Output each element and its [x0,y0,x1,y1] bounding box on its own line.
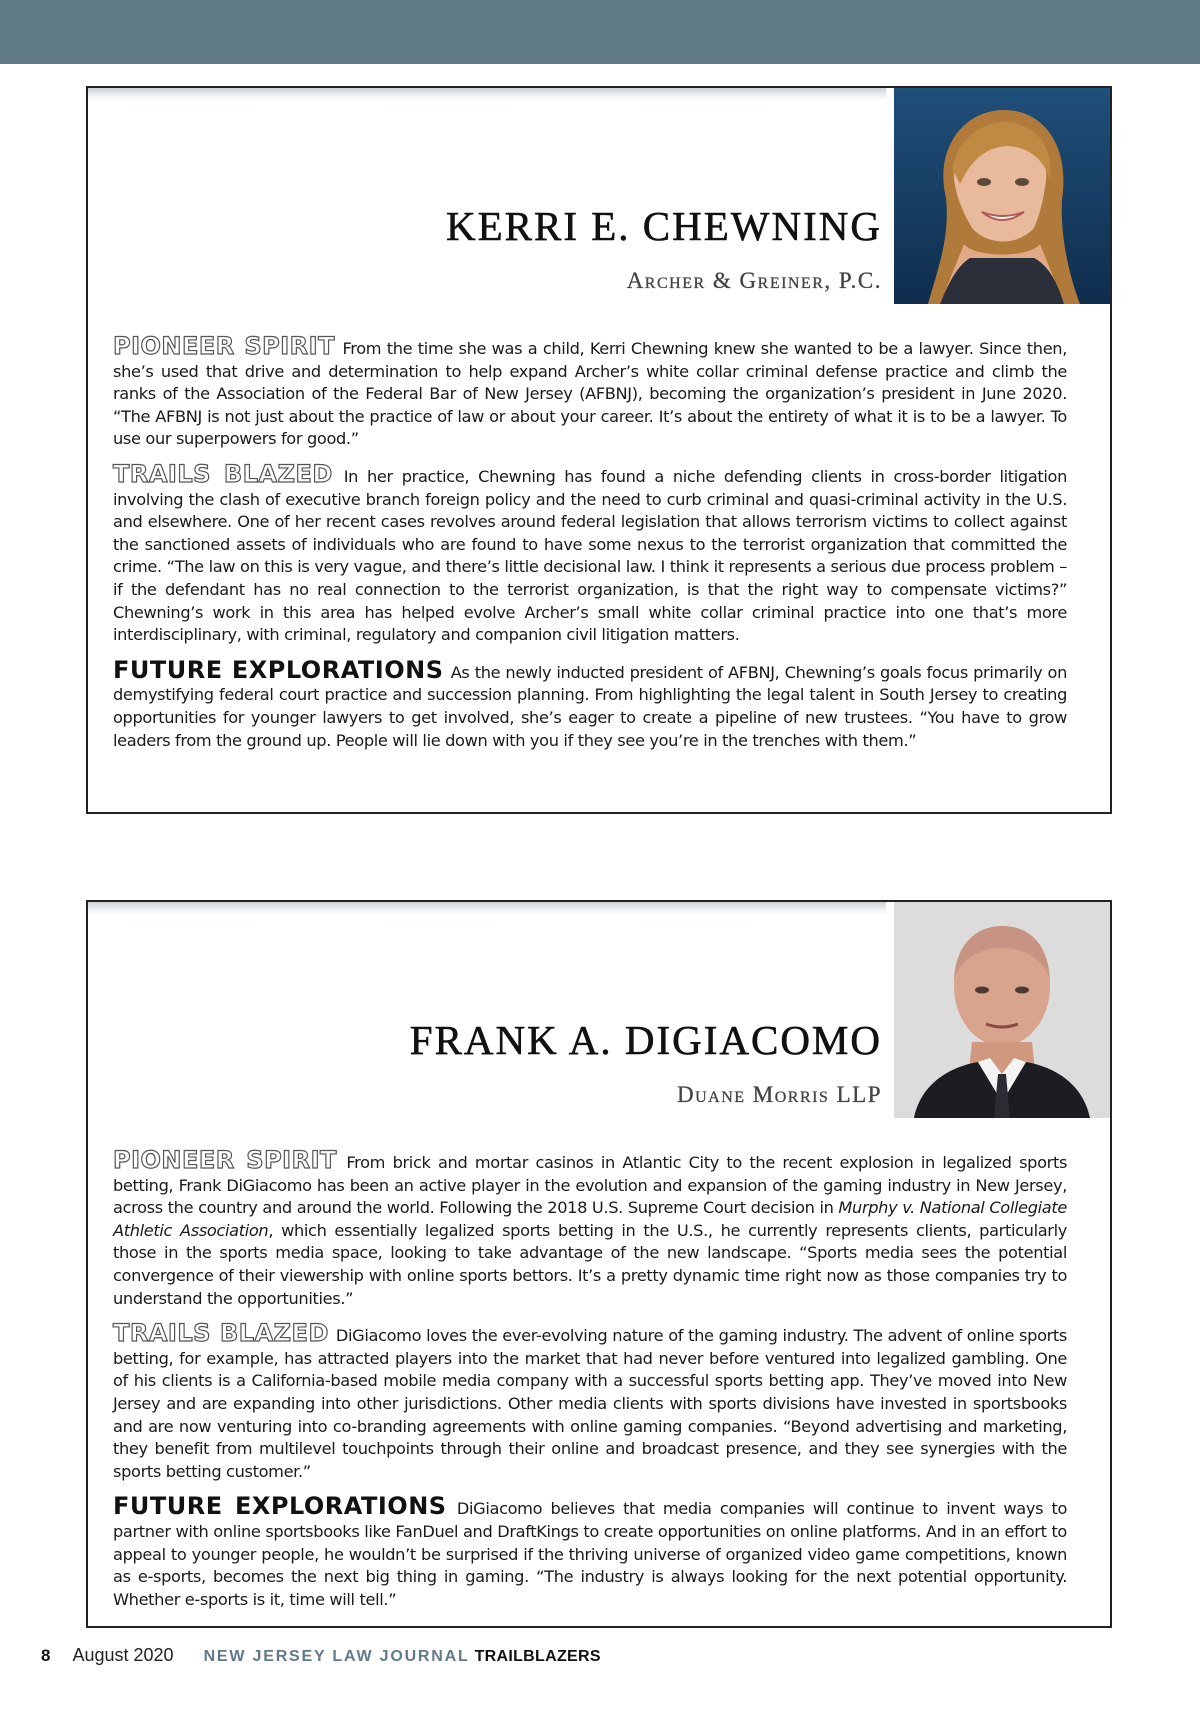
profile-body [113,1146,1068,1624]
trails-blazed-heading: TRAILS BLAZED [113,459,333,488]
header-gradient-bar [88,88,886,101]
profile-name: FRANK A. DIGIACOMO [409,1017,882,1063]
publication-name: NEW JERSEY LAW JOURNAL [203,1648,470,1665]
profile-name: KERRI E. CHEWNING [446,203,882,249]
issue-date: August 2020 [72,1645,174,1665]
pioneer-spirit-paragraph [113,332,1068,451]
profile-body [113,332,1068,765]
trails-blazed-paragraph [113,1319,1068,1483]
future-explorations-heading: FUTURE EXPLORATIONS [113,655,444,684]
pioneer-spirit-text: From the time she was a child, Kerri Chewning knew she wanted to be a lawyer. Since then, she’s used that drive and determination to help expand Archer’s white collar criminal defense practice and climb the ranks of the Association of the Federal Bar of New Jersey (AFBNJ), becoming the organization’s president in June 2020. “The AFBNJ is not just about the practice of law or about your career. It’s about the entirety of what it is to be a lawyer. To use our superpowers for good.” [113,339,1068,449]
pioneer-spirit-text-part-b: , which essentially legalized sports betting in the U.S., he currently represents clients, particularly those in the sports media space, looking to take advantage of the new landscape. “Sports media sees the potential convergence of their viewership with online sports bettors. It’s a pretty dynamic time right now as those companies try to understand the opportunities.” [113,1220,1067,1308]
future-explorations-paragraph [113,655,1067,752]
profile-card-kerri-chewning [86,86,1112,814]
future-explorations-text: As the newly inducted president of AFBNJ, Chewning’s goals focus primarily on demystifying federal court practice and succession planning. From highlighting the legal talent in South Jersey to creating opportunities for younger lawyers to get involved, she’s eager to create a pipeline of new trustees. “You have to grow leaders from the ground up. People will lie down with you if they see you’re in the trenches with them.” [113,662,1067,750]
future-explorations-heading: FUTURE EXPLORATIONS [113,1492,447,1521]
section-name: TRAILBLAZERS [474,1648,601,1665]
future-explorations-text: DiGiacomo believes that media companies will continue to invent ways to partner with online sportsbooks like FanDuel and DraftKings to create opportunities on online platforms. And in an effort to appeal to younger people, he wouldn’t be surprised if the thriving universe of organized video game competitions, known as e-sports, becomes the next big thing in gaming. “The industry is always looking for the next potential opportunity. Whether e-sports is it, time will tell.” [113,1499,1067,1609]
profile-firm: Archer & Greiner, P.C. [626,268,882,293]
pioneer-spirit-paragraph [113,1146,1068,1310]
top-color-bar [0,0,1200,64]
header-gradient-bar [88,902,886,915]
pioneer-spirit-heading: PIONEER SPIRIT [113,1146,337,1174]
case-name: Murphy v. National Collegiate Athletic Association [113,1198,1067,1240]
pioneer-spirit-heading: PIONEER SPIRIT [113,332,335,360]
profile-card-frank-digiacomo [86,900,1112,1628]
headshot-photo-frank-digiacomo [894,902,1110,1118]
trails-blazed-heading: TRAILS BLAZED [113,1319,329,1348]
future-explorations-paragraph [113,1492,1067,1611]
page-footer [41,1645,601,1669]
profile-firm: Duane Morris LLP [676,1082,882,1107]
trails-blazed-text: In her practice, Chewning has found a niche defending clients in cross-border litigation involving the clash of executive branch foreign policy and the need to curb criminal and quasi-criminal activity in the U.S. and elsewhere. One of her recent cases revolves around federal legislation that allows terrorism victims to collect against the sanctioned assets of individuals who are found to have some nexus to the terrorist organization that committed the crime. “The law on this is very vague, and there’s little decisional law. I think it represents a serious due process problem – if the defendant has no real connection to the terrorist organization, is that the right way to compensate victims?” Chewning’s work in this area has helped evolve Archer’s small white collar criminal practice into one that’s more interdisciplinary, with criminal, regulatory and companion civil litigation matters. [113,466,1068,645]
pioneer-spirit-text-part-a: From brick and mortar casinos in Atlantic City to the recent explosion in legalized sports betting, Frank DiGiacomo has been an active player in the evolution and expansion of the gaming industry in New Jersey, across the country and around the world. Following the 2018 U.S. Supreme Court decision in [113,1153,1068,1218]
trails-blazed-paragraph [113,459,1068,647]
page-number: 8 [41,1646,51,1665]
trails-blazed-text: DiGiacomo loves the ever-evolving nature of the gaming industry. The advent of online sports betting, for example, has attracted players into the market that had never before ventured into legalized gambling. One of his clients is a California-based mobile media company with a successful sports betting app. They’ve moved into New Jersey and are expanding into other jurisdictions. Other media clients with sports divisions have invested in sportsbooks and are now venturing into co-branding agreements with online gaming companies. “Beyond advertising and marketing, they benefit from multilevel touchpoints through their online and broadcast presence, and they see synergies with the sports betting customer.” [113,1326,1068,1481]
headshot-photo-kerri-chewning [894,88,1110,304]
